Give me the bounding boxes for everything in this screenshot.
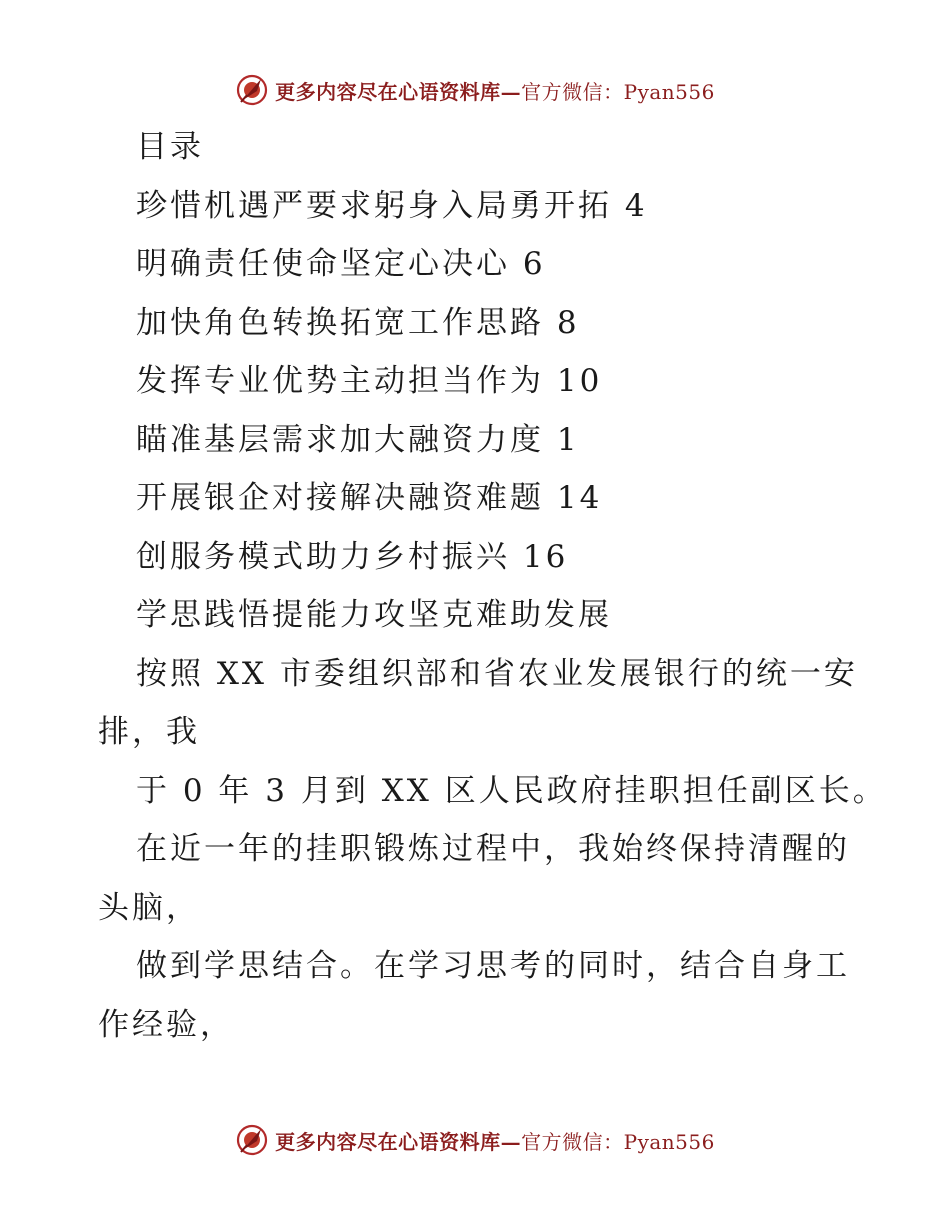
toc-entry: 加快角色转换拓宽工作思路 8 (136, 304, 580, 341)
toc-entry: 发挥专业优势主动担当作为 10 (136, 363, 603, 399)
footer-banner (0, 1120, 950, 1160)
paragraph-line: 按照 XX 市委组织部和省农业发展银行的统一安 (136, 655, 858, 692)
quill-logo-icon (235, 1123, 269, 1157)
section-heading: 学思践悟提能力攻坚克难助发展 (136, 597, 612, 633)
banner-text (275, 76, 715, 105)
quill-logo-icon (235, 73, 269, 107)
paragraph-line: 做到学思结合。在学习思考的同时，结合自身工 (136, 948, 850, 984)
paragraph-line: 在近一年的挂职锻炼过程中，我始终保持清醒的 (136, 831, 850, 867)
paragraph-line: 于 0 年 3 月到 XX 区人民政府挂职担任副区长。 (136, 772, 887, 809)
banner-contact: 官方微信：Pyan556 (521, 79, 715, 104)
toc-entry: 明确责任使命坚定心决心 6 (136, 246, 546, 282)
paragraph-line: 作经验， (98, 1006, 234, 1043)
banner-text (275, 1126, 715, 1155)
toc-entry: 开展银企对接解决融资难题 14 (136, 480, 603, 516)
banner-slogan: 更多内容尽在心语资料库— (275, 79, 522, 104)
paragraph-line: 头脑， (98, 889, 200, 926)
header-banner (0, 70, 950, 110)
banner-slogan: 更多内容尽在心语资料库— (275, 1129, 522, 1154)
toc-title: 目录 (136, 129, 204, 165)
banner-contact: 官方微信：Pyan556 (521, 1129, 715, 1154)
toc-entry: 创服务模式助力乡村振兴 16 (136, 538, 569, 575)
toc-entry: 珍惜机遇严要求躬身入局勇开拓 4 (136, 187, 648, 224)
document-body (98, 118, 887, 1054)
paragraph-line: 排，我 (98, 714, 200, 750)
toc-entry: 瞄准基层需求加大融资力度 1 (136, 421, 580, 458)
